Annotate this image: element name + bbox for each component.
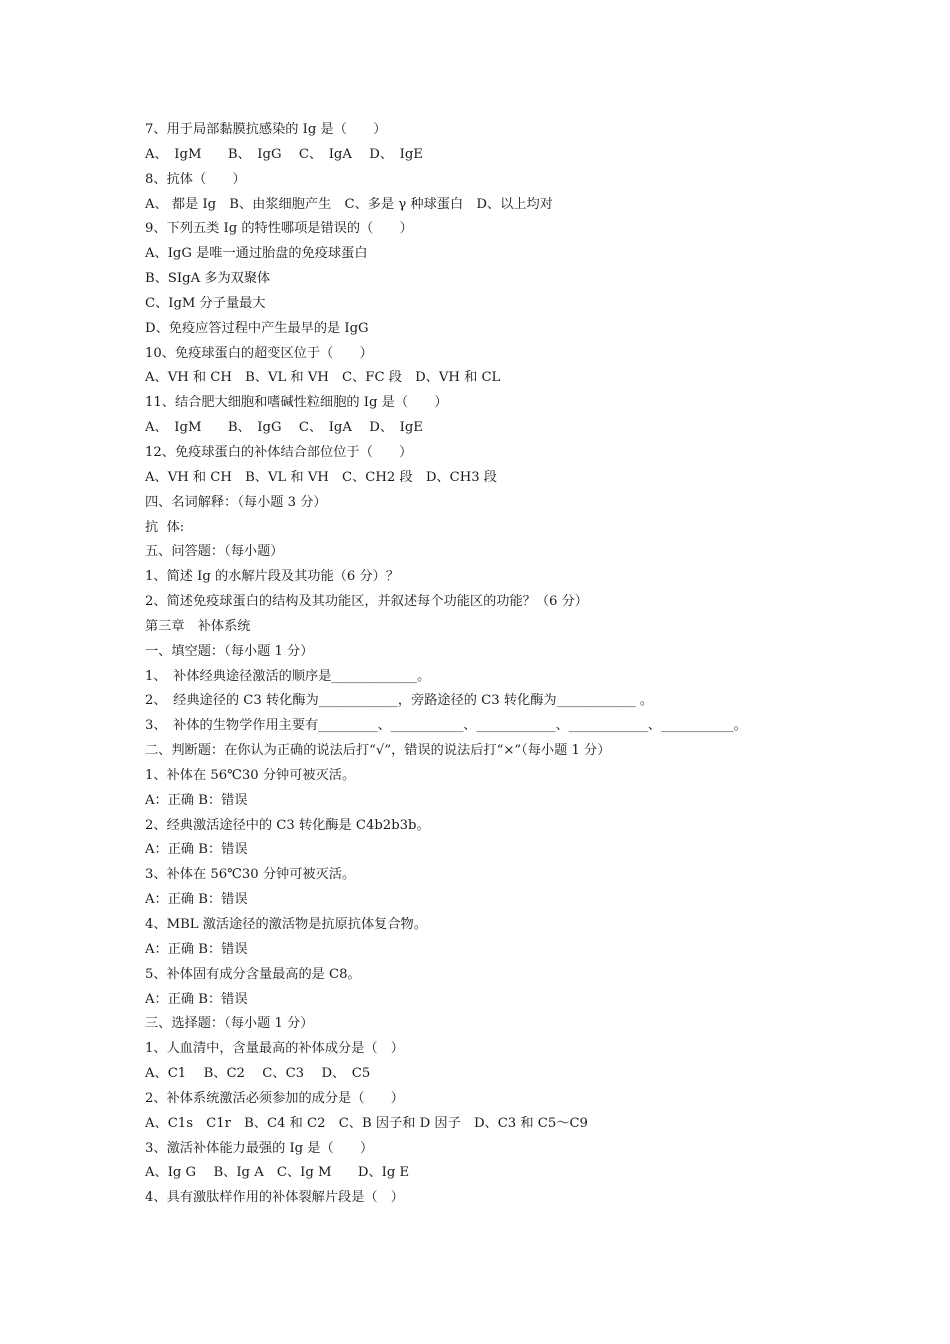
question-10-options: A、VH 和 CH B、VL 和 VH C、FC 段 D、VH 和 CL [145,370,501,386]
choice-3: 3、激活补体能力最强的 Ig 是（ ） [145,1140,374,1156]
choice-2-options: A、C1s C1r B、C4 和 C2 C、B 因子和 D 因子 D、C3 和 C5～C9 [145,1115,588,1131]
choice-4: 4、具有激肽样作用的补体裂解片段是（ ） [145,1190,404,1206]
question-8-options: A、 都是 Ig B、由浆细胞产生 C、多是 γ 种球蛋白 D、以上均对 [145,196,553,212]
question-9-option-d: D、免疫应答过程中产生最早的是 IgG [145,320,369,336]
question-9-option-a: A、IgG 是唯一通过胎盘的免疫球蛋白 [145,246,368,262]
question-8: 8、抗体（ ） [145,171,246,187]
true-false-3-options: A：正确 B：错误 [145,892,248,908]
question-11-options: A、 IgM B、 IgG C、 IgA D、 IgE [145,420,423,436]
section-heading-fill-blank: 一、填空题：（每小题 1 分） [145,643,314,659]
true-false-5-options: A：正确 B：错误 [145,991,248,1007]
true-false-3: 3、补体在 56℃30 分钟可被灭活。 [145,867,356,883]
question-12: 12、免疫球蛋白的补体结合部位位于（ ） [145,444,413,460]
short-answer-1: 1、简述 Ig 的水解片段及其功能（6 分）？ [145,569,400,585]
true-false-4: 4、MBL 激活途径的激活物是抗原抗体复合物。 [145,917,427,932]
question-9-option-b: B、SIgA 多为双聚体 [145,271,271,287]
question-9-option-c: C、IgM 分子量最大 [145,295,266,311]
question-9: 9、下列五类 Ig 的特性哪项是错误的（ ） [145,221,413,237]
fill-blank-3: 3、 补体的生物学作用主要有_________、___________、____________、____________、___________。 [145,718,747,734]
choice-1: 1、人血清中，含量最高的补体成分是（ ） [145,1041,404,1057]
section-heading-term-definition: 四、名词解释：（每小题 3 分） [145,494,327,510]
true-false-1-options: A：正确 B：错误 [145,792,248,808]
term-antibody: 抗 体: [145,519,185,535]
true-false-2-options: A：正确 B：错误 [145,842,248,858]
section-heading-short-answer: 五、问答题：（每小题） [145,544,284,560]
true-false-4-options: A：正确 B：错误 [145,941,248,957]
section-heading-true-false: 二、判断题：在你认为正确的说法后打“√”，错误的说法后打“×”（每小题 1 分） [145,743,611,759]
choice-3-options: A、Ig G B、Ig A C、Ig M D、Ig E [145,1165,410,1181]
question-7-options: A、 IgM B、 IgG C、 IgA D、 IgE [145,146,423,162]
true-false-1: 1、补体在 56℃30 分钟可被灭活。 [145,767,356,783]
fill-blank-1: 1、 补体经典途径激活的顺序是_____________。 [145,668,431,684]
choice-1-options: A、C1 B、C2 C、C3 D、 C5 [145,1066,371,1082]
fill-blank-2: 2、 经典途径的 C3 转化酶为____________，旁路途径的 C3 转化酶为____________ 。 [145,693,654,709]
choice-2: 2、补体系统激活必须参加的成分是（ ） [145,1090,404,1106]
chapter-heading: 第三章 补体系统 [145,618,251,634]
document-body [145,118,925,1211]
question-10: 10、免疫球蛋白的超变区位于（ ） [145,345,373,361]
section-heading-choice: 三、选择题：（每小题 1 分） [145,1016,314,1032]
question-12-options: A、VH 和 CH B、VL 和 VH C、CH2 段 D、CH3 段 [145,469,497,485]
question-7: 7、用于局部黏膜抗感染的 Ig 是（ ） [145,122,387,137]
short-answer-2: 2、简述免疫球蛋白的结构及其功能区，并叙述每个功能区的功能？（6 分） [145,594,588,610]
question-11: 11、结合肥大细胞和嗜碱性粒细胞的 Ig 是（ ） [145,395,448,411]
true-false-2: 2、经典激活途径中的 C3 转化酶是 C4b2b3b。 [145,817,430,833]
true-false-5: 5、补体固有成分含量最高的是 C8。 [145,966,361,982]
